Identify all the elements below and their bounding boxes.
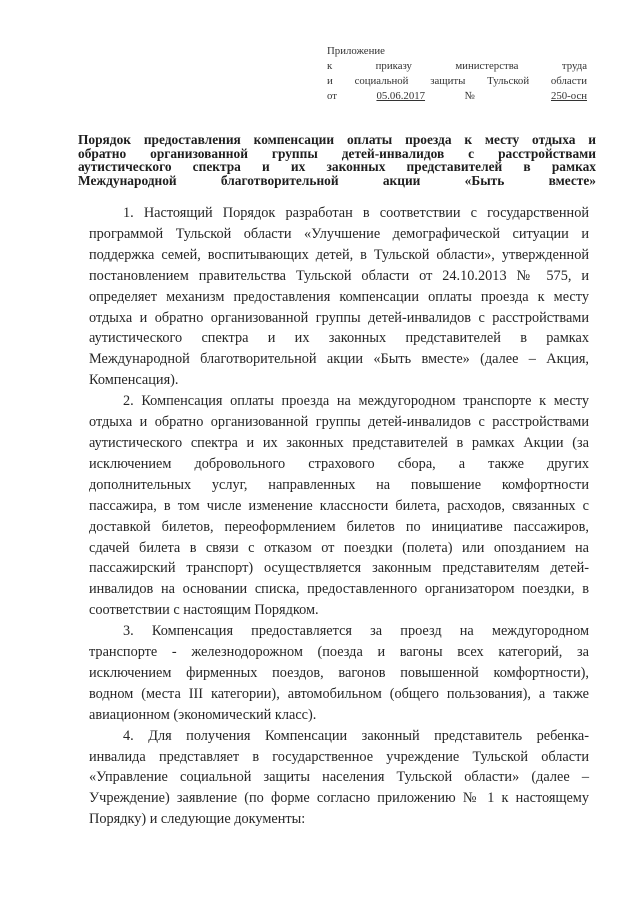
paragraph-line: Порядку) и следующие документы: xyxy=(89,811,306,828)
paragraph-line: поддержка семей, воспитывающих детей, в Тульской области», утвержденной xyxy=(89,246,589,263)
appendix-line: Приложение xyxy=(327,45,385,57)
paragraph-line: постановлением правительства Тульской области от 24.10.2013 № 575, и xyxy=(89,267,589,284)
paragraph-line: Компенсация). xyxy=(89,372,179,389)
paragraph-line: инвалида представляет в государственное учреждение Тульской области xyxy=(89,748,589,765)
paragraph-line: 1. Настоящий Порядок разработан в соответствии с государственной xyxy=(123,205,589,221)
paragraph-line: пассажирский транспорт) осуществляется законным представителям детей- xyxy=(89,560,589,577)
title-line: аутистического спектра и их законных представителей в рамках xyxy=(78,159,596,175)
title-line: обратно организованной группы детей-инвалидов с расстройствами xyxy=(78,145,596,161)
paragraph-line: транспорте - железнодорожном (поезда и вагоны всех категорий, за xyxy=(89,644,589,661)
paragraph-line: Учреждение) заявление (по форме согласно приложению № 1 к настоящему xyxy=(89,790,589,807)
paragraph-line: 4. Для получения Компенсации законный представитель ребенка- xyxy=(123,727,589,744)
paragraph-line: дополнительных услуг, направленных на повышение комфортности xyxy=(89,476,589,493)
appendix-header xyxy=(327,44,587,104)
paragraph-line: сдачей билета в связи с отказом от поездки (полета) или опозданием на xyxy=(89,539,589,556)
paragraph-line: водном (места III категории), автомобильном (общего пользования), а также xyxy=(89,685,589,702)
paragraph-line: 3. Компенсация предоставляется за проезд на междугородном xyxy=(123,623,589,640)
title-line: Порядок предоставления компенсации оплаты проезда к месту отдыха и xyxy=(78,132,596,147)
paragraph-3 xyxy=(89,621,589,726)
order-number: 250-осн xyxy=(550,90,588,102)
date-prefix: от xyxy=(327,90,337,102)
number-sign: № xyxy=(464,90,512,102)
paragraph-line: пассажира, в том числе изменение классности билета, расходов, связанных с xyxy=(89,497,589,514)
paragraph-line: инвалидов на основании списка, предоставленного организатором поездки, в xyxy=(89,581,589,598)
paragraph-line: «Управление социальной защиты населения Тульской области» (далее – xyxy=(89,769,589,786)
paragraph-line: программой Тульской области «Улучшение демографической ситуации и xyxy=(89,225,589,242)
order-date: 05.06.2017 xyxy=(376,90,426,102)
paragraph-1 xyxy=(89,203,589,391)
paragraph-line: исключением фирменных поездов, вагонов повышенной комфортности), xyxy=(89,664,589,681)
paragraph-line: аутистического спектра и их законных представителей в рамках Акции (за xyxy=(89,434,589,451)
appendix-line: к приказу министерства труда xyxy=(327,60,587,72)
paragraph-line: авиационном (экономический класс). xyxy=(89,706,317,723)
title-line: Международной благотворительной акции «Быть вместе» xyxy=(78,172,596,188)
document-title xyxy=(78,133,596,187)
paragraph-line: 2. Компенсация оплаты проезда на междугородном транспорте к месту xyxy=(123,393,589,410)
document-body xyxy=(89,203,589,830)
paragraph-line: доставкой билетов, переоформлением билетов по инициативе пассажиров, xyxy=(89,518,589,535)
paragraph-line: Международной благотворительной акции «Быть вместе» (далее – Акция, xyxy=(89,351,589,368)
appendix-line: и социальной защиты Тульской области xyxy=(327,75,587,87)
appendix-date-line xyxy=(327,89,587,104)
paragraph-line: определяет механизм предоставления компенсации оплаты проезда к месту xyxy=(89,288,589,305)
paragraph-line: отдыха и обратно организованной группы детей-инвалидов с расстройствами xyxy=(89,309,589,326)
paragraph-2 xyxy=(89,391,589,621)
paragraph-line: аутистического спектра и их законных представителей в рамках xyxy=(89,330,589,347)
paragraph-line: соответствии с настоящим Порядком. xyxy=(89,602,319,619)
paragraph-line: отдыха и обратно организованной группы детей-инвалидов с расстройствами xyxy=(89,414,589,431)
paragraph-4 xyxy=(89,726,589,831)
paragraph-line: исключением добровольного страхового сбора, а также других xyxy=(89,455,589,472)
